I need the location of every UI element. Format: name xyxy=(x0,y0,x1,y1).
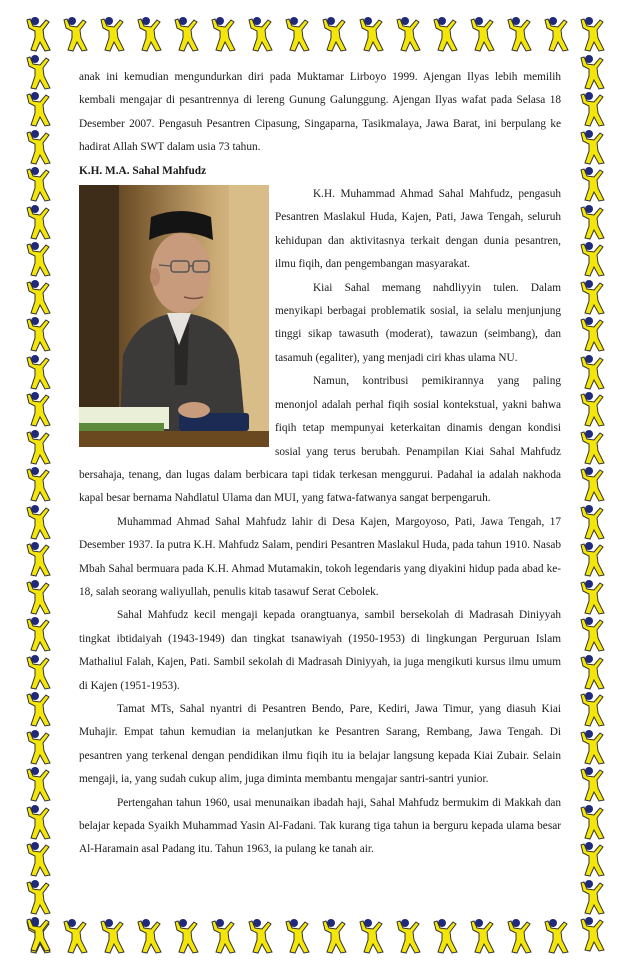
profile-section xyxy=(79,183,561,511)
cheering-person-icon xyxy=(26,579,54,617)
document-body xyxy=(79,66,561,862)
cheering-person-icon xyxy=(396,918,424,958)
cheering-person-icon xyxy=(359,918,387,958)
cheering-person-icon xyxy=(544,16,572,56)
cheering-person-icon xyxy=(359,16,387,56)
cheering-person-icon xyxy=(26,54,54,92)
cheering-person-icon xyxy=(580,879,608,917)
cheering-person-icon xyxy=(580,804,608,842)
paragraph-nahdliyyin: Kiai Sahal memang nahdliyyin tulen. Dalam menyikapi berbagai problematik sosial, ia selalu menjunjung tinggi sikap tawasuth (moderat), tawazun (seimbang), dan tasamuh (egaliter), yang menjadi ciri khas ulama NU. xyxy=(275,281,561,364)
cheering-person-icon xyxy=(580,316,608,354)
cheering-person-icon xyxy=(211,16,239,56)
cheering-person-icon xyxy=(285,918,313,958)
cheering-person-icon xyxy=(580,504,608,542)
paragraph-education: Sahal Mahfudz kecil mengaji kepada orangtuanya, sambil bersekolah di Madrasah Diniyyah tingkat ibtidaiyah (1943-1949) dan tingkat tsanawiyah (1950-1953) di lingkungan Perguruan Islam Mathaliul Falah, Kajen, Pati. Sambil sekolah di Madrasah Diniyyah, ia juga mengikuti kursus ilmu umum di Kajen (1951-1953). xyxy=(79,609,561,692)
cheering-person-icon xyxy=(507,16,535,56)
cheering-person-icon xyxy=(580,429,608,467)
cheering-person-icon xyxy=(580,654,608,692)
border-top xyxy=(26,16,581,56)
cheering-person-icon xyxy=(26,616,54,654)
cheering-person-icon xyxy=(580,204,608,242)
cheering-person-icon xyxy=(137,918,165,958)
paragraph-makkah: Pertengahan tahun 1960, usai menunaikan ibadah haji, Sahal Mahfudz bermukim di Makkah dan belajar kepada Syaikh Muhammad Yasin Al-Fadani. Tak kurang tiga tahun ia berguru kepada ulama besar Al-Haramain asal Padang itu. Tahun 1963, ia pulang ke tanah air. xyxy=(79,796,561,856)
cheering-person-icon xyxy=(26,466,54,504)
cheering-person-icon xyxy=(26,691,54,729)
paragraph-contribution: Namun, kontribusi pemikirannya yang paling menonjol adalah perhal fiqih sosial kontekstual, yakni bahwa fiqih tetap mempunyai keterkaitan dinamis dengan kondisi sosial yang terus berubah. Penampilan Kiai Sahal Mahfudz bersahaja, tenang, dan lugas dalam berbicara tapi tidak terkesan menggurui. Padahal ia adalah nakhoda kapal besar bernama Nahdlatul Ulama dan MUI, yang fatwa-fatwanya sangat berpengaruh. xyxy=(79,375,561,505)
cheering-person-icon xyxy=(580,241,608,279)
cheering-person-icon xyxy=(26,879,54,917)
paragraph-intro: anak ini kemudian mengundurkan diri pada Muktamar Lirboyo 1999. Ajengan Ilyas lebih memilih kembali mengajar di pesantrennya di lereng Gunung Galunggung. Ajengan Ilyas wafat pada Selasa 18 Desember 2007. Pengasuh Pesantren Cipasung, Singaparna, Tasikmalaya, Jawa Barat, ini berpulang ke hadirat Allah SWT dalam usia 73 tahun. xyxy=(79,71,561,154)
cheering-person-icon xyxy=(26,429,54,467)
cheering-person-icon xyxy=(580,766,608,804)
cheering-person-icon xyxy=(26,16,54,54)
cheering-person-icon xyxy=(26,766,54,804)
cheering-person-icon xyxy=(26,166,54,204)
cheering-person-icon xyxy=(580,466,608,504)
cheering-person-icon xyxy=(322,918,350,958)
cheering-person-icon xyxy=(470,16,498,56)
cheering-person-icon xyxy=(580,391,608,429)
cheering-person-icon xyxy=(26,241,54,279)
cheering-person-icon xyxy=(63,16,91,56)
cheering-person-icon xyxy=(580,729,608,767)
cheering-person-icon xyxy=(26,654,54,692)
cheering-person-icon xyxy=(26,204,54,242)
cheering-person-icon xyxy=(211,918,239,958)
cheering-person-icon xyxy=(580,279,608,317)
cheering-person-icon xyxy=(26,354,54,392)
paragraph-pesantren: Tamat MTs, Sahal nyantri di Pesantren Bendo, Pare, Kediri, Jawa Timur, yang diasuh Kiai Muhajir. Empat tahun kemudian ia melanjutkan ke Pesantren Sarang, Rembang, Jawa Tengah. Di pesantren yang terkenal dengan pendidikan ilmu fiqih itu ia belajar langsung kepada Kiai Zubair. Selain mengaji, ia, yang sudah cukup alim, juga diminta membantu mengajar santri-santri yunior. xyxy=(79,702,561,786)
cheering-person-icon xyxy=(470,918,498,958)
cheering-person-icon xyxy=(580,16,608,54)
cheering-person-icon xyxy=(580,916,608,954)
portrait-photo xyxy=(79,185,269,447)
cheering-person-icon xyxy=(322,16,350,56)
cheering-person-icon xyxy=(100,16,128,56)
cheering-person-icon xyxy=(580,841,608,879)
cheering-person-icon xyxy=(580,691,608,729)
cheering-person-icon xyxy=(507,918,535,958)
cheering-person-icon xyxy=(26,841,54,879)
cheering-person-icon xyxy=(26,129,54,167)
cheering-person-icon xyxy=(26,541,54,579)
cheering-person-icon xyxy=(26,316,54,354)
cheering-person-icon xyxy=(396,16,424,56)
cheering-person-icon xyxy=(580,166,608,204)
cheering-person-icon xyxy=(580,354,608,392)
paragraph-birth: Muhammad Ahmad Sahal Mahfudz lahir di Desa Kajen, Margoyoso, Pati, Jawa Tengah, 17 Desember 1937. Ia putra K.H. Mahfudz Salam, pendiri Pesantren Maslakul Huda, pada tahun 1910. Nasab Mbah Sahal bermuara pada K.H. Ahmad Mutamakin, tokoh legendaris yang diyakini hidup pada abad ke-18, salah seorang waliyullah, penulis kitab tasawuf Serat Cebolek. xyxy=(79,515,561,598)
cheering-person-icon xyxy=(285,16,313,56)
cheering-person-icon xyxy=(580,616,608,654)
cheering-person-icon xyxy=(544,918,572,958)
cheering-person-icon xyxy=(26,279,54,317)
cheering-person-icon xyxy=(100,918,128,958)
cheering-person-icon xyxy=(26,729,54,767)
section-heading: K.H. M.A. Sahal Mahfudz xyxy=(79,164,207,177)
cheering-person-icon xyxy=(26,804,54,842)
cheering-person-icon xyxy=(26,504,54,542)
cheering-person-icon xyxy=(580,579,608,617)
cheering-person-icon xyxy=(248,16,276,56)
cheering-person-icon xyxy=(433,918,461,958)
cheering-person-icon xyxy=(248,918,276,958)
border-bottom xyxy=(26,918,581,958)
cheering-person-icon xyxy=(26,391,54,429)
cheering-person-icon xyxy=(26,916,54,954)
cheering-person-icon xyxy=(137,16,165,56)
border-right xyxy=(580,16,608,954)
cheering-person-icon xyxy=(580,91,608,129)
cheering-person-icon xyxy=(174,918,202,958)
cheering-person-icon xyxy=(174,16,202,56)
cheering-person-icon xyxy=(26,91,54,129)
border-left xyxy=(26,16,54,954)
cheering-person-icon xyxy=(580,541,608,579)
cheering-person-icon xyxy=(580,54,608,92)
cheering-person-icon xyxy=(580,129,608,167)
paragraph-intro-sahal: K.H. Muhammad Ahmad Sahal Mahfudz, pengasuh Pesantren Maslakul Huda, Kajen, Pati, Jawa Tengah, seluruh kehidupan dan aktivitasnya terkait dengan dunia pesantren, ilmu fiqih, dan pengembangan masyarakat. xyxy=(275,188,561,271)
cheering-person-icon xyxy=(63,918,91,958)
cheering-person-icon xyxy=(433,16,461,56)
